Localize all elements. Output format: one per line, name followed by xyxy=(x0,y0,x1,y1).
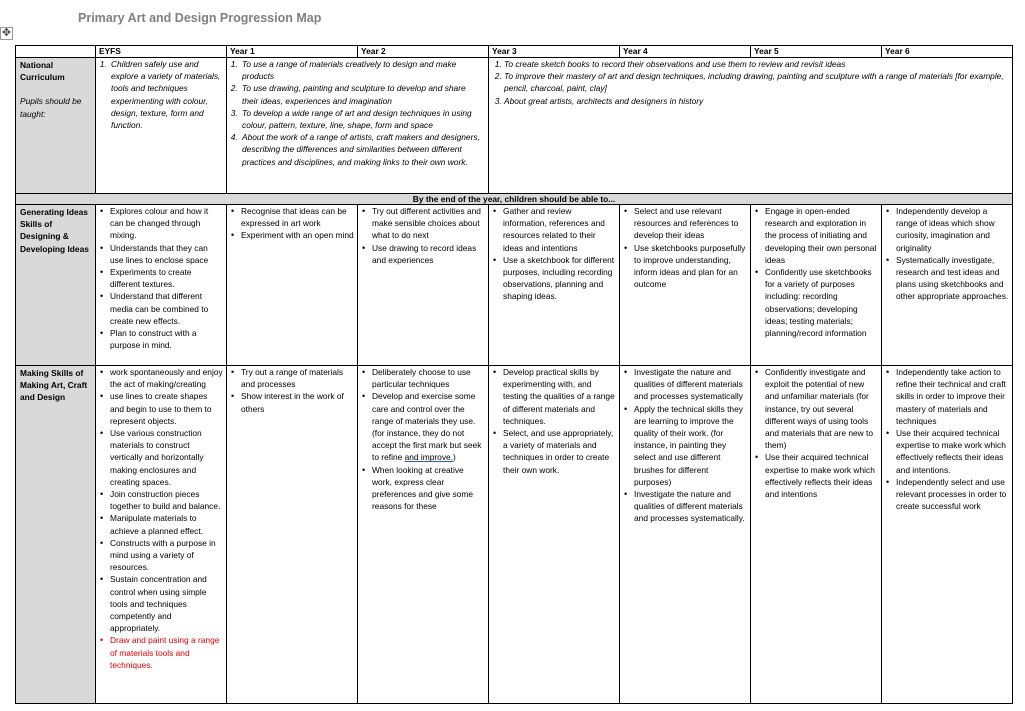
list-item: • Use their acquired technical expertise to make work which effectively reflects their ideas and intentions xyxy=(765,451,878,500)
make-y3-cell xyxy=(489,366,620,704)
list-item: • Understand that different media can be combined to create new effects. xyxy=(110,290,223,327)
make-y1-cell xyxy=(227,366,358,704)
nc-ks1-item: 4. About the work of a range of artists, craft makers and designers, describing the differences and similarities between different practices and disciplines, and making links to their own work. xyxy=(240,131,482,168)
list-item-highlighted: • Draw and paint using a range of materials tools and techniques. xyxy=(110,634,223,671)
make-y4-cell xyxy=(620,366,751,704)
nc-ks1-item: 1. To use a range of materials creatively to design and make products xyxy=(240,58,482,82)
header-year-5: Year 5 xyxy=(751,46,882,58)
header-year-2: Year 2 xyxy=(358,46,489,58)
header-year-4: Year 4 xyxy=(620,46,751,58)
list-item: • Use various construction materials to construct vertically and horizontally making enclosures and creating spaces. xyxy=(110,427,223,488)
spelling-underlined-text: and improve. xyxy=(404,452,454,463)
make-y2-cell xyxy=(358,366,489,704)
list-item: • Independently take action to refine their technical and craft skills in order to improve their mastery of materials and techniques xyxy=(896,366,1009,427)
header-eyfs: EYFS xyxy=(96,46,227,58)
gen-y6-cell xyxy=(882,205,1013,366)
list-item: • Independently develop a range of ideas which show curiosity, imagination and originality xyxy=(896,205,1009,254)
making-skills-label: Making Skills of Making Art, Craft and Design xyxy=(16,366,96,704)
list-item: • Select and use relevant resources and references to develop their ideas xyxy=(634,205,747,242)
list-item: • Constructs with a purpose in mind using a variety of resources. xyxy=(110,537,223,574)
list-item: • Try out a range of materials and processes xyxy=(241,366,354,390)
list-item: • Engage in open-ended research and exploration in the process of initiating and developing their own personal ideas xyxy=(765,205,878,266)
list-item: • When looking at creative work, express clear preferences and give some reasons for these xyxy=(372,464,485,513)
make-y6-cell xyxy=(882,366,1013,704)
header-year-3: Year 3 xyxy=(489,46,620,58)
generating-ideas-row xyxy=(16,205,1013,366)
header-empty-cell xyxy=(16,46,96,58)
nc-ks1-item: 2. To use drawing, painting and sculpture to develop and share their ideas, experiences and imagination xyxy=(240,82,482,106)
list-item: • work spontaneously and enjoy the act of making/creating xyxy=(110,366,223,390)
gen-y3-cell xyxy=(489,205,620,366)
list-item: • Investigate the nature and qualities of different materials and processes systematically. xyxy=(634,488,747,525)
gen-y4-cell xyxy=(620,205,751,366)
list-item: • Use sketchbooks purposefully to improve understanding, inform ideas and plan for an outcome xyxy=(634,242,747,291)
list-item: • Use their acquired technical expertise to make work which effectively reflects their ideas and intentions. xyxy=(896,427,1009,476)
list-item: • Manipulate materials to achieve a planned effect. xyxy=(110,512,223,536)
list-item: • Investigate the nature and qualities of different materials and processes systematically xyxy=(634,366,747,403)
nc-eyfs-cell xyxy=(96,58,227,194)
gen-y5-cell xyxy=(751,205,882,366)
national-curriculum-row xyxy=(16,58,1013,194)
nc-ks2-item: 3. About great artists, architects and designers in history xyxy=(504,95,1009,107)
nc-eyfs-item: 1. Children safely use and explore a variety of materials, tools and techniques experimenting with colour, design, texture, form and function. xyxy=(109,58,223,131)
list-item: • Plan to construct with a purpose in mind. xyxy=(110,327,223,351)
list-item: • Understands that they can use lines to enclose space xyxy=(110,242,223,266)
list-item: • Recognise that ideas can be expressed in art work xyxy=(241,205,354,229)
list-item-text: ) xyxy=(453,452,456,463)
nc-ks1-item: 3. To develop a wide range of art and design techniques in using colour, pattern, texture, line, shape, form and space xyxy=(240,107,482,131)
list-item: • Explores colour and how it can be changed through mixing. xyxy=(110,205,223,242)
list-item: • Deliberately choose to use particular techniques xyxy=(372,366,485,390)
list-item: • Confidently use sketchbooks for a variety of purposes including: recording observations; developing ideas; testing materials; planning/record information xyxy=(765,266,878,339)
making-skills-row xyxy=(16,366,1013,704)
national-curriculum-label: National Curriculum xyxy=(20,60,65,83)
list-item: • Independently select and use relevant processes in order to create successful work xyxy=(896,476,1009,513)
gen-eyfs-cell xyxy=(96,205,227,366)
header-year-1: Year 1 xyxy=(227,46,358,58)
list-item: • Join construction pieces together to build and balance. xyxy=(110,488,223,512)
list-item: • Sustain concentration and control when using simple tools and techniques competently and appropriately. xyxy=(110,573,223,634)
list-item-text: Develop and exercise some care and control over the range of materials they use. (for instance, they do not accept the first mark but seek to refine xyxy=(372,391,482,463)
header-row xyxy=(16,46,1013,58)
list-item: • Confidently investigate and exploit the potential of new and unfamiliar materials (for instance, try out several different ways of using tools and materials that are new to them) xyxy=(765,366,878,451)
list-item: • Experiment with an open mind xyxy=(241,229,354,241)
nc-ks2-item: 2. To improve their mastery of art and design techniques, including drawing, painting and sculpture with a range of materials [for example, pencil, charcoal, paint, clay] xyxy=(504,70,1009,94)
nc-ks2-item: 1. To create sketch books to record their observations and use them to review and revisit ideas xyxy=(504,58,1009,70)
list-item: • Select, and use appropriately, a variety of materials and techniques in order to create their own work. xyxy=(503,427,616,476)
band-text: By the end of the year, children should be able to... xyxy=(16,194,1013,205)
nc-ks1-cell xyxy=(227,58,489,194)
list-item: • Try out different activities and make sensible choices about what to do next xyxy=(372,205,485,242)
make-y5-cell xyxy=(751,366,882,704)
document-title: Primary Art and Design Progression Map xyxy=(78,11,322,25)
band-row xyxy=(16,194,1013,205)
list-item: • Use a sketchbook for different purposes, including recording observations, planning and shaping ideas. xyxy=(503,254,616,303)
list-item: • use lines to create shapes and begin to use to them to represent objects. xyxy=(110,390,223,427)
pupils-taught-label: Pupils should be taught: xyxy=(20,96,82,119)
list-item: • Apply the technical skills they are learning to improve the quality of their work. (for instance, in painting they select and use different brushes for different purposes) xyxy=(634,403,747,488)
header-year-6: Year 6 xyxy=(882,46,1013,58)
move-handle-icon[interactable]: ✥ xyxy=(1,27,12,39)
make-eyfs-cell xyxy=(96,366,227,704)
gen-y2-cell xyxy=(358,205,489,366)
generating-ideas-label: Generating Ideas Skills of Designing & Developing Ideas xyxy=(16,205,96,366)
list-item: • Develop practical skills by experimenting with, and testing the qualities of a range of different materials and techniques. xyxy=(503,366,616,427)
gen-y1-cell xyxy=(227,205,358,366)
nc-ks2-cell xyxy=(489,58,1013,194)
national-curriculum-label-cell xyxy=(16,58,96,194)
list-item: • Gather and review information, references and resources related to their ideas and intentions xyxy=(503,205,616,254)
progression-table xyxy=(15,45,1013,704)
list-item: • Experiments to create different textures. xyxy=(110,266,223,290)
list-item: • Use drawing to record ideas and experiences xyxy=(372,242,485,266)
list-item: • Systematically investigate, research and test ideas and plans using sketchbooks and other appropriate approaches. xyxy=(896,254,1009,303)
list-item xyxy=(372,390,485,463)
list-item: • Show interest in the work of others xyxy=(241,390,354,414)
